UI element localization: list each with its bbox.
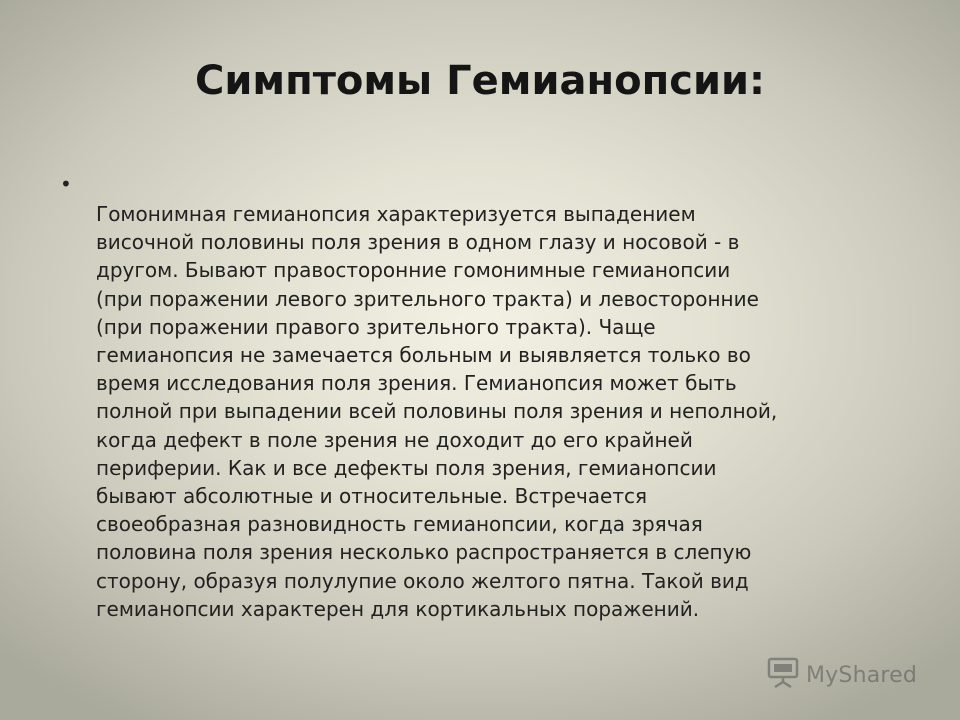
presentation-board-icon: [766, 656, 800, 694]
slide-body-text: Гомонимная гемианопсия характеризуется выпадением височной половины поля зрения в одном глазу и носовой - в другом. Бывают правосторонние гомонимные гемианопсии (при поражении левого зрительного тракта) и левосторонние (при поражении правого зрительного тракта). Чаще гемианопсия не замечается больным и выявляется только во время исследования поля зрения. Гемианопсия может быть полной при выпадении всей половины поля зрения и неполной, когда дефект в поле зрения не доходит до его крайней периферии. Как и все дефекты поля зрения, гемианопсии бывают абсолютные и относительные. Встречается своеобразная разновидность гемианопсии, когда зрячая половина поля зрения несколько распространяется в слепую сторону, образуя полулупие около желтого пятна. Такой вид гемианопсии характерен для кортикальных поражений.: [96, 202, 778, 621]
slide-title: Симптомы Гемианопсии:: [194, 58, 766, 104]
bullet-marker: •: [60, 172, 72, 196]
watermark-logo: [766, 656, 917, 694]
watermark-text: MyShared: [806, 662, 918, 688]
